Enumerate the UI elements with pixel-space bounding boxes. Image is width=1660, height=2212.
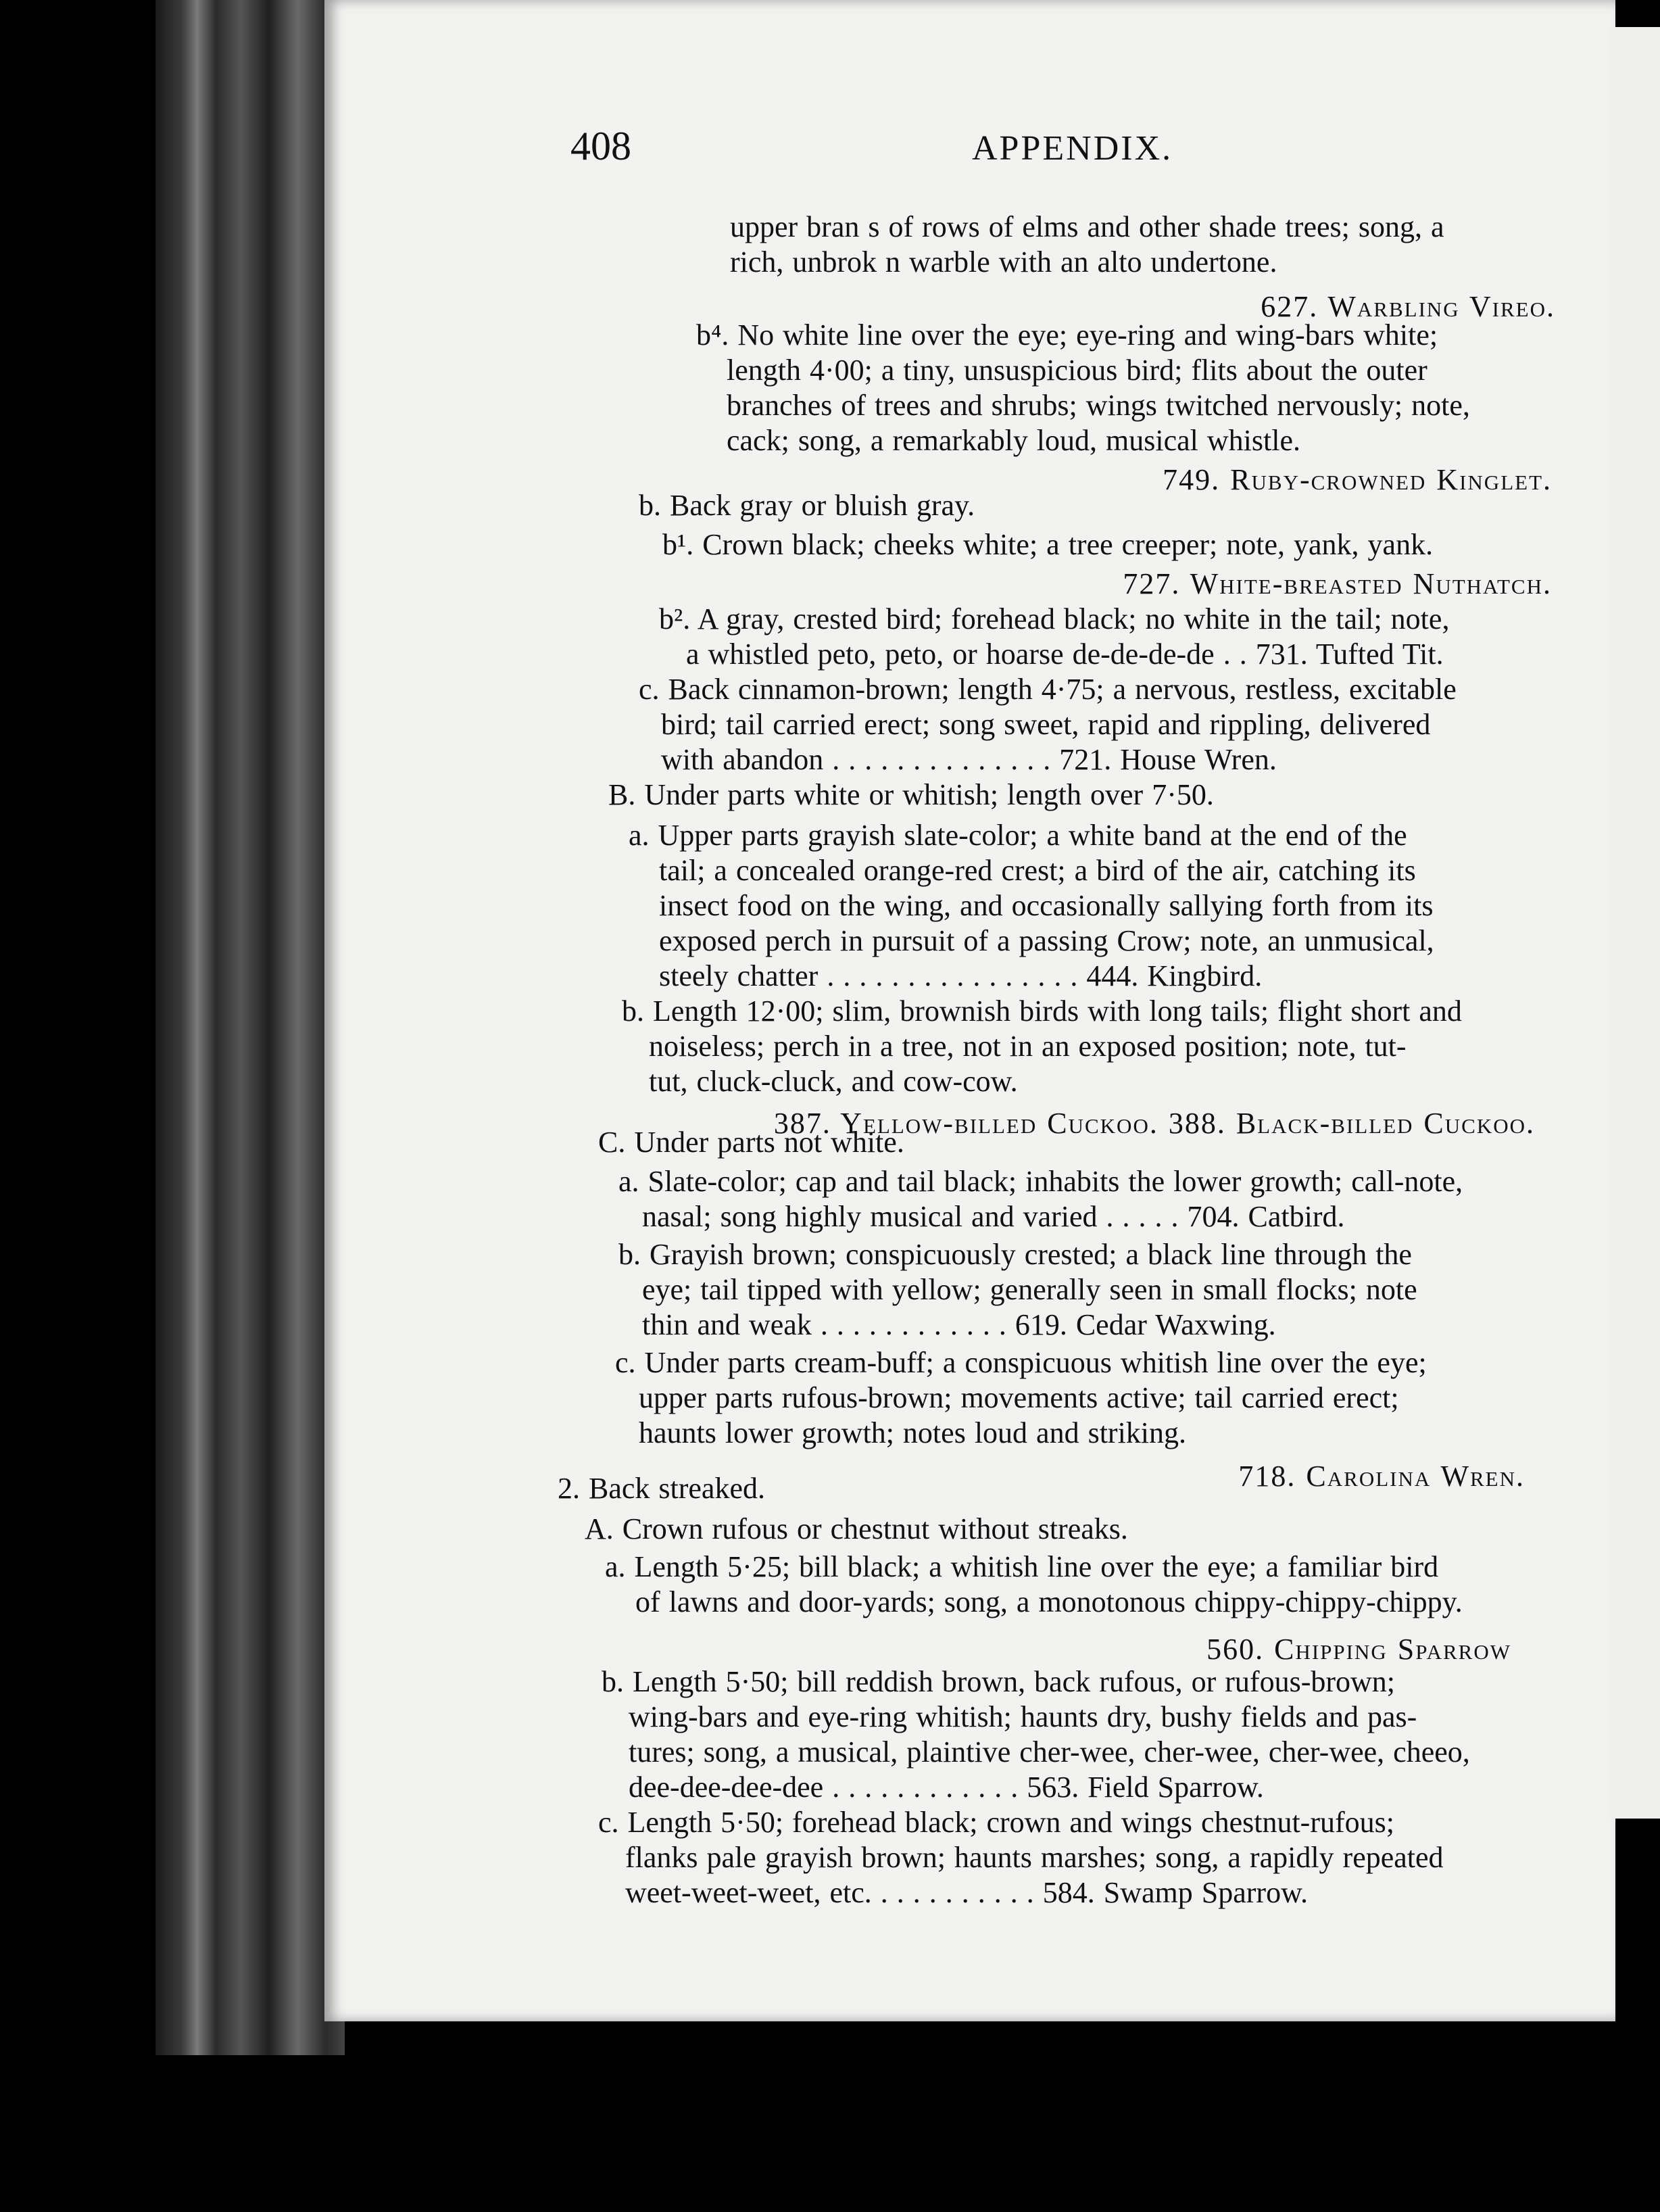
text-line: C. Under parts not white. — [598, 1126, 904, 1159]
text-line: nasal; song highly musical and varied . . . . . 704. Catbird. — [642, 1200, 1345, 1233]
page-edge — [1609, 27, 1660, 1819]
text-line: bird; tail carried erect; song sweet, rapid and rippling, delivered — [661, 708, 1431, 741]
text-line: of lawns and door-yards; song, a monotonous chippy-chippy-chippy. — [635, 1585, 1463, 1618]
text-line: cack; song, a remarkably loud, musical whistle. — [727, 424, 1300, 457]
text-line: b. Back gray or bluish gray. — [639, 489, 975, 522]
text-line: exposed perch in pursuit of a passing Crow; note, an unmusical, — [659, 924, 1434, 957]
text-line: b¹. Crown black; cheeks white; a tree creeper; note, yank, yank. — [662, 528, 1434, 561]
text-line: length 4·00; a tiny, unsuspicious bird; flits about the outer — [727, 354, 1427, 387]
species-label: 560. Chipping Sparrow — [1206, 1633, 1511, 1666]
text-line: B. Under parts white or whitish; length over 7·50. — [608, 778, 1214, 811]
text-line: tail; a concealed orange-red crest; a bird of the air, catching its — [659, 854, 1416, 887]
book-spine — [155, 0, 345, 2055]
species-label: 727. White-breasted Nuthatch. — [1123, 567, 1552, 600]
text-line: c. Under parts cream-buff; a conspicuous whitish line over the eye; — [615, 1346, 1427, 1379]
text-line: a whistled peto, peto, or hoarse de-de-de-de . . 731. Tufted Tit. — [686, 638, 1444, 671]
text-line: b. Length 12·00; slim, brownish birds with long tails; flight short and — [622, 994, 1462, 1028]
text-line: A. Crown rufous or chestnut without streaks. — [585, 1512, 1128, 1545]
text-line: upper bran s of rows of elms and other shade trees; song, a — [730, 210, 1444, 243]
text-line: 2. Back streaked. — [558, 1472, 765, 1505]
page-number: 408 — [570, 124, 631, 168]
species-label: 387. Yellow-billed Cuckoo. 388. Black-billed Cuckoo. — [773, 1107, 1535, 1140]
text-line: b. Grayish brown; conspicuously crested; a black line through the — [618, 1238, 1412, 1271]
text-line: c. Length 5·50; forehead black; crown and wings chestnut-rufous; — [598, 1806, 1394, 1839]
text-line: tut, cluck-cluck, and cow-cow. — [649, 1065, 1018, 1098]
text-line: flanks pale grayish brown; haunts marshes; song, a rapidly repeated — [625, 1841, 1444, 1874]
text-line: a. Length 5·25; bill black; a whitish line over the eye; a familiar bird — [605, 1550, 1439, 1583]
text-line: tures; song, a musical, plaintive cher-wee, cher-wee, cher-wee, cheeo, — [629, 1735, 1470, 1769]
text-line: insect food on the wing, and occasionally sallying forth from its — [659, 889, 1434, 922]
text-line: a. Slate-color; cap and tail black; inhabits the lower growth; call-note, — [618, 1165, 1463, 1198]
text-line: weet-weet-weet, etc. . . . . . . . . . . 584. Swamp Sparrow. — [625, 1876, 1308, 1909]
text-line: haunts lower growth; notes loud and striking. — [639, 1416, 1187, 1449]
species-label: 718. Carolina Wren. — [1238, 1460, 1525, 1493]
text-line: upper parts rufous-brown; movements active; tail carried erect; — [639, 1381, 1399, 1414]
species-label: 749. Ruby-crowned Kinglet. — [1163, 463, 1552, 496]
text-line: thin and weak . . . . . . . . . . . . 619. Cedar Waxwing. — [642, 1308, 1276, 1341]
text-line: wing-bars and eye-ring whitish; haunts dry, bushy fields and pas- — [629, 1700, 1417, 1733]
text-line: eye; tail tipped with yellow; generally seen in small flocks; note — [642, 1273, 1417, 1306]
text-line: noiseless; perch in a tree, not in an exposed position; note, tut- — [649, 1030, 1407, 1063]
text-line: b. Length 5·50; bill reddish brown, back rufous, or rufous-brown; — [602, 1665, 1396, 1698]
text-line: b². A gray, crested bird; forehead black; no white in the tail; note, — [659, 602, 1450, 635]
text-line: branches of trees and shrubs; wings twitched nervously; note, — [727, 389, 1470, 422]
text-line: b⁴. No white line over the eye; eye-ring and wing-bars white; — [696, 318, 1438, 352]
text-line: dee-dee-dee-dee . . . . . . . . . . . . 563. Field Sparrow. — [629, 1771, 1264, 1804]
text-line: with abandon . . . . . . . . . . . . . . 721. House Wren. — [661, 743, 1277, 776]
text-line: steely chatter . . . . . . . . . . . . . . . . 444. Kingbird. — [659, 959, 1263, 992]
running-title: APPENDIX. — [972, 129, 1173, 168]
species-label: 627. Warbling Vireo. — [1261, 290, 1555, 323]
text-line: rich, unbrok n warble with an alto undertone. — [730, 245, 1277, 279]
text-line: a. Upper parts grayish slate-color; a white band at the end of the — [629, 819, 1407, 852]
text-line: c. Back cinnamon-brown; length 4·75; a nervous, restless, excitable — [639, 673, 1457, 706]
